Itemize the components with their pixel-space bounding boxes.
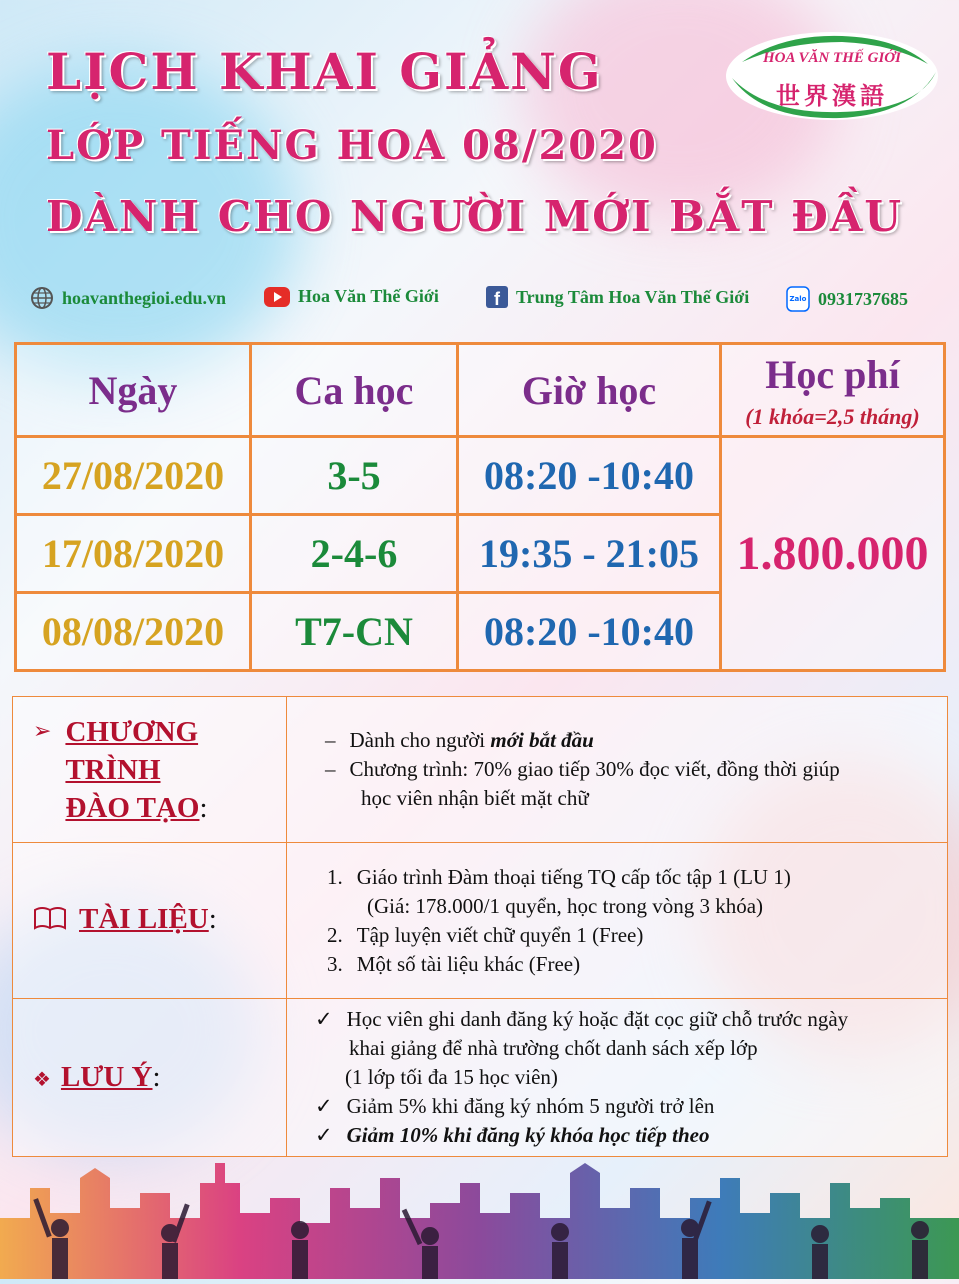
list-item: 2. Tập luyện viết chữ quyển 1 (Free) xyxy=(307,921,931,950)
arrow-bullet-icon: ➢ xyxy=(33,718,52,744)
list-item xyxy=(307,1121,931,1150)
program-label-line3: ĐÀO TẠO xyxy=(65,791,200,824)
list-item: 3. Một số tài liệu khác (Free) xyxy=(307,950,931,979)
website-text: hoavanthegioi.edu.vn xyxy=(62,287,227,308)
notes-row xyxy=(13,999,948,1157)
logo-text-vi: HOA VĂN THẾ GIỚI xyxy=(763,50,901,66)
row-shift: T7-CN xyxy=(251,593,458,671)
header-fee-note: (1 khóa=2,5 tháng) xyxy=(745,403,920,429)
program-item1-text: Dành cho người xyxy=(349,728,491,752)
program-label-colon: : xyxy=(199,791,208,824)
facebook-icon xyxy=(486,286,508,308)
materials-body xyxy=(287,843,948,999)
list-item xyxy=(307,1005,931,1034)
program-label-line1: CHƯƠNG xyxy=(65,715,199,748)
title-line-1: LỊCH KHAI GIẢNG xyxy=(46,42,603,101)
facebook-link[interactable] xyxy=(486,286,749,308)
notes-body xyxy=(287,999,948,1157)
program-label-line2: TRÌNH xyxy=(65,753,161,786)
youtube-icon xyxy=(264,287,290,307)
notes-label-colon: : xyxy=(152,1061,161,1093)
materials-item3: Một số tài liệu khác (Free) xyxy=(356,951,581,976)
zalo-icon xyxy=(786,286,810,312)
youtube-text: Hoa Văn Thế Giới xyxy=(298,286,439,306)
title-line-2: LỚP TIẾNG HOA 08/2020 xyxy=(46,122,658,169)
row-time: 08:20 -10:40 xyxy=(458,437,721,515)
facebook-text: Trung Tâm Hoa Văn Thế Giới xyxy=(516,286,750,307)
website-link[interactable] xyxy=(30,286,226,310)
materials-label-colon: : xyxy=(208,903,217,936)
decorative-skyline xyxy=(0,1158,959,1279)
program-body xyxy=(287,697,948,843)
title-line-3: DÀNH CHO NGƯỜI MỚI BẮT ĐẦU xyxy=(46,192,903,241)
fee-value: 1.800.000 xyxy=(721,437,945,671)
list-item: – Chương trình: 70% giao tiếp 30% đọc viết, đồng thời giúp xyxy=(307,755,931,784)
program-item2-cont: học viên nhận biết mặt chữ xyxy=(361,786,589,810)
list-item: 1. Giáo trình Đàm thoại tiếng TQ cấp tốc tập 1 (LU 1) xyxy=(307,863,931,892)
header-fee-label: Học phí xyxy=(765,351,900,397)
logo-text-zh: 世界漢語 xyxy=(776,82,888,110)
header-time: Giờ học xyxy=(458,344,721,437)
check-icon: ✓ xyxy=(315,1007,333,1031)
diamond-bullet-icon: ❖ xyxy=(33,1067,51,1091)
program-label xyxy=(13,697,287,843)
table-row xyxy=(16,437,945,515)
list-item xyxy=(307,1092,931,1121)
header-date: Ngày xyxy=(16,344,251,437)
row-date: 08/08/2020 xyxy=(16,593,251,671)
info-table xyxy=(12,696,948,1157)
notes-item2: Giảm 5% khi đăng ký nhóm 5 người trở lên xyxy=(346,1094,715,1118)
materials-label-text: TÀI LIỆU xyxy=(79,903,209,936)
materials-row xyxy=(13,843,948,999)
zalo-number: 0931737685 xyxy=(818,288,908,309)
row-date: 17/08/2020 xyxy=(16,515,251,593)
notes-item1-cont: khai giảng để nhà trường chốt danh sách xếp lớp xyxy=(349,1036,758,1060)
zalo-link[interactable] xyxy=(786,286,908,312)
row-time: 08:20 -10:40 xyxy=(458,593,721,671)
notes-label-text: LƯU Ý xyxy=(60,1061,153,1093)
row-date: 27/08/2020 xyxy=(16,437,251,515)
book-icon xyxy=(33,905,67,938)
materials-item1: Giáo trình Đàm thoại tiếng TQ cấp tốc tập 1 (LU 1) xyxy=(356,864,791,889)
check-icon: ✓ xyxy=(315,1123,333,1147)
schedule-header-row xyxy=(16,344,945,437)
row-shift: 3-5 xyxy=(251,437,458,515)
program-item2-text: Chương trình: 70% giao tiếp 30% đọc viết, đồng thời giúp xyxy=(349,757,840,781)
program-row xyxy=(13,697,948,843)
notes-item1-cont2: (1 lớp tối đa 15 học viên) xyxy=(345,1065,558,1089)
list-item: – Dành cho người mới bắt đầu xyxy=(325,728,594,752)
row-time: 19:35 - 21:05 xyxy=(458,515,721,593)
globe-icon xyxy=(30,286,54,310)
row-shift: 2-4-6 xyxy=(251,515,458,593)
program-item1-emph: mới bắt đầu xyxy=(490,728,594,752)
notes-item1: Học viên ghi danh đăng ký hoặc đặt cọc giữ chỗ trước ngày xyxy=(346,1007,849,1031)
notes-label xyxy=(13,999,287,1157)
youtube-link[interactable] xyxy=(264,286,439,307)
check-icon: ✓ xyxy=(315,1094,333,1118)
header-shift: Ca học xyxy=(251,344,458,437)
notes-item3: Giảm 10% khi đăng ký khóa học tiếp theo xyxy=(346,1123,710,1147)
svg-text:f: f xyxy=(494,289,500,308)
materials-item2: Tập luyện viết chữ quyển 1 (Free) xyxy=(356,922,644,947)
header-fee xyxy=(721,344,945,437)
brand-logo xyxy=(722,28,942,124)
schedule-table xyxy=(14,342,946,672)
materials-item1-note: (Giá: 178.000/1 quyển, học trong vòng 3 khóa) xyxy=(367,893,764,918)
zalo-icon-label: Zalo xyxy=(789,295,807,303)
materials-label xyxy=(13,843,287,999)
